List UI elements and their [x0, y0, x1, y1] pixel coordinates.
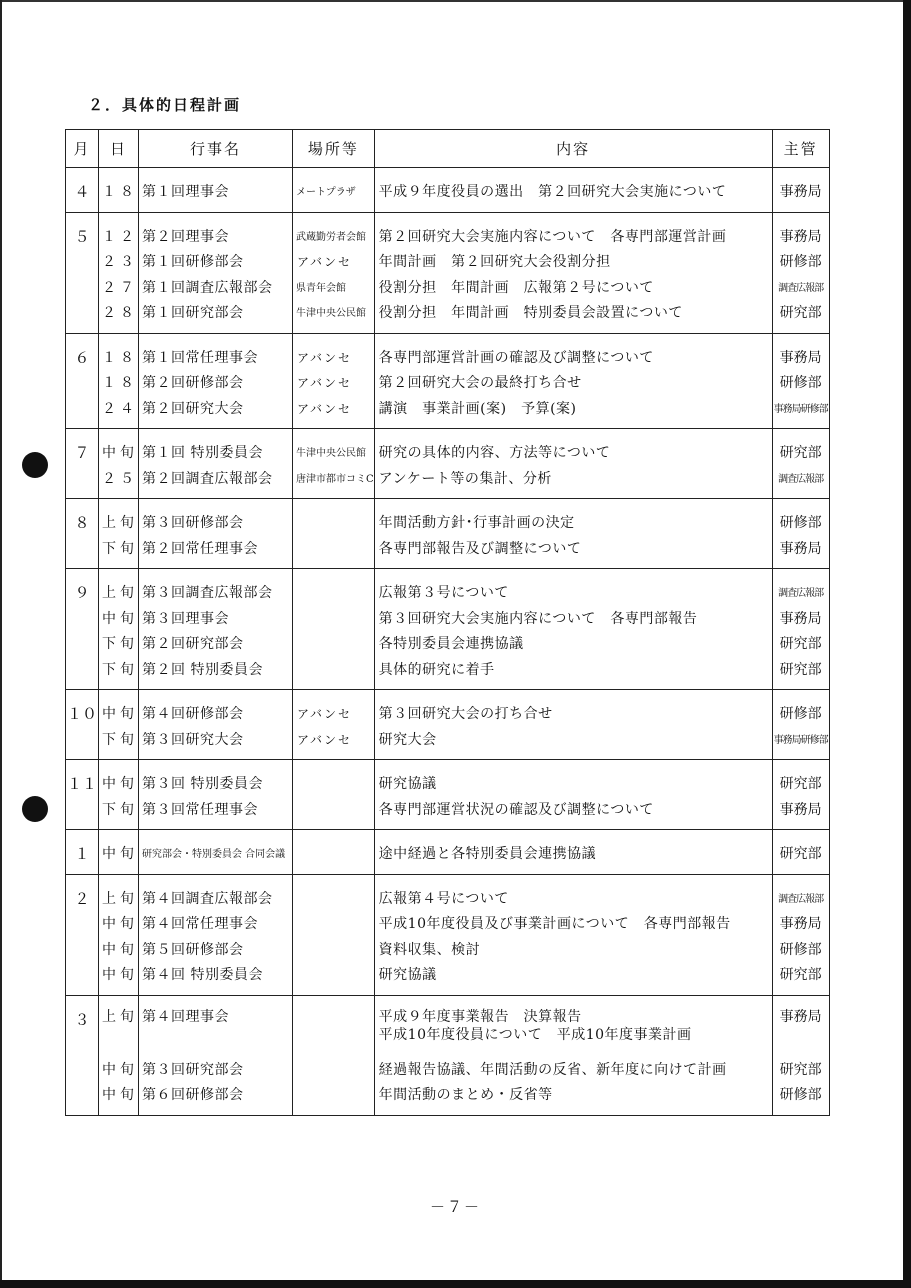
- dept-value: 事務局: [779, 540, 822, 557]
- place-value: 県青年会館: [296, 282, 346, 294]
- event-cell: [139, 690, 293, 760]
- place-value: [293, 798, 374, 824]
- table-row: [66, 874, 830, 995]
- place-value: [293, 938, 374, 964]
- content-text: 研究大会: [378, 731, 437, 748]
- event-name: 第４回理事会: [142, 1008, 229, 1025]
- day-value: 中旬: [102, 1061, 138, 1078]
- month-cell: [66, 690, 99, 760]
- day-cell: [99, 995, 139, 1115]
- day-value: 上旬: [102, 890, 138, 907]
- content-text: 役割分担 年間計画 広報第２号について: [378, 279, 654, 296]
- table-row: [66, 760, 830, 830]
- event-name: 第４回常任理事会: [142, 916, 258, 932]
- event-name: 第３回研究部会: [142, 1061, 244, 1078]
- month-value: ６: [74, 348, 90, 367]
- content-cell: [374, 995, 772, 1115]
- place-cell: [293, 830, 375, 875]
- content-spacer: [375, 1044, 772, 1058]
- day-value: 中旬: [102, 967, 138, 983]
- content-cell: [374, 874, 772, 995]
- event-cell: [139, 499, 293, 569]
- content-text: 広報第４号について: [378, 890, 509, 907]
- event-name: 第２回調査広報部会: [142, 470, 273, 487]
- punch-hole: [22, 452, 48, 478]
- dept-value: 事務局研修部: [773, 403, 828, 415]
- place-value: [293, 887, 374, 913]
- day-value: １８: [102, 349, 138, 366]
- dept-cell: [772, 690, 829, 760]
- dept-cell: [772, 168, 829, 213]
- day-cell: [99, 569, 139, 690]
- table-header-row: [66, 130, 830, 168]
- page-number: －７－: [429, 1198, 481, 1216]
- event-name: 第３回理事会: [142, 610, 229, 627]
- day-value: 上旬: [102, 585, 138, 601]
- dept-value: 事務局: [779, 610, 822, 627]
- place-value: [293, 912, 374, 938]
- day-cell: [99, 874, 139, 995]
- event-name: 第３回常任理事会: [142, 801, 258, 818]
- day-cell: [99, 499, 139, 569]
- event-name: 第２回研究大会: [142, 400, 244, 417]
- place-value: アバンセ: [297, 376, 353, 390]
- place-cell: [293, 569, 375, 690]
- dept-value: 研究部: [779, 967, 822, 983]
- month-cell: [66, 212, 99, 333]
- day-value: ２７: [102, 279, 138, 296]
- content-text: 資料収集、検討: [378, 941, 481, 958]
- month-value: １１: [66, 775, 97, 793]
- dept-cell: [772, 212, 829, 333]
- content-cell: [374, 760, 772, 830]
- day-cell: [99, 830, 139, 875]
- place-value: [293, 842, 374, 868]
- event-name: 第２回常任理事会: [142, 540, 258, 557]
- dept-value: 事務局: [779, 1008, 822, 1025]
- place-value: アバンセ: [297, 707, 353, 721]
- place-value: [293, 772, 374, 798]
- content-text: 第３回研究大会の打ち合せ: [378, 706, 553, 722]
- content-text: 経過報告協議、年間活動の反省、新年度に向けて計画: [378, 1061, 727, 1078]
- place-spacer: [293, 1026, 374, 1044]
- content-cell: [374, 212, 772, 333]
- content-text: 年間計画 第２回研究大会役割分担: [378, 254, 611, 270]
- schedule-body: [66, 168, 830, 1116]
- table-row: [66, 212, 830, 333]
- event-cell: [139, 212, 293, 333]
- event-name: 第６回研修部会: [142, 1087, 244, 1103]
- event-spacer: [139, 1026, 292, 1044]
- month-cell: [66, 569, 99, 690]
- day-value: 中旬: [102, 916, 138, 932]
- dept-value: 研究部: [779, 305, 822, 321]
- day-value: ２８: [102, 305, 138, 321]
- event-name: 第３回調査広報部会: [142, 585, 273, 601]
- event-cell: [139, 429, 293, 499]
- dept-value: 調査広報部: [778, 473, 824, 485]
- place-value: アバンセ: [297, 350, 353, 365]
- place-value: 武蔵勤労者会館: [296, 231, 366, 243]
- place-spacer: [293, 1044, 374, 1058]
- day-value: ２４: [102, 400, 138, 417]
- event-spacer: [139, 1044, 292, 1058]
- header-month: 月: [66, 130, 99, 168]
- event-name: 第５回研修部会: [142, 941, 244, 958]
- day-value: 中旬: [102, 610, 138, 627]
- content-text: 具体的研究に着手: [378, 661, 495, 678]
- dept-spacer: [773, 1044, 829, 1058]
- table-row: [66, 569, 830, 690]
- schedule-table: [65, 129, 830, 1116]
- day-cell: [99, 168, 139, 213]
- table-row: [66, 333, 830, 429]
- month-value: ８: [74, 514, 90, 532]
- dept-value: 研究部: [779, 445, 822, 461]
- dept-cell: [772, 760, 829, 830]
- place-cell: [293, 429, 375, 499]
- event-name: 第２回理事会: [142, 228, 229, 245]
- event-cell: [139, 569, 293, 690]
- dept-value: 研修部: [779, 941, 822, 958]
- month-value: ９: [74, 584, 90, 602]
- event-cell: [139, 333, 293, 429]
- content-text: 平成９年度事業報告 決算報告: [378, 1008, 582, 1025]
- place-value: メートプラザ: [296, 187, 356, 198]
- content-text: 年間活動方針･行事計画の決定: [378, 515, 575, 531]
- header-place: 場所等: [293, 130, 375, 168]
- place-cell: [293, 212, 375, 333]
- dept-value: 研修部: [779, 254, 822, 270]
- table-row: [66, 168, 830, 213]
- place-value: 牛津中央公民館: [296, 448, 366, 459]
- content-text: 各特別委員会連携協議: [378, 636, 524, 652]
- day-value: 中旬: [102, 706, 138, 722]
- day-value: 上旬: [102, 1008, 138, 1025]
- day-value: 中旬: [102, 776, 138, 792]
- content-text: 第２回研究大会実施内容について 各専門部運営計画: [378, 228, 727, 245]
- dept-cell: [772, 830, 829, 875]
- event-name: 第２回研修部会: [142, 375, 244, 391]
- event-name: 第１回研修部会: [142, 254, 244, 270]
- dept-cell: [772, 569, 829, 690]
- dept-value: 事務局: [779, 801, 822, 818]
- day-value: １８: [102, 184, 138, 200]
- content-cell: [374, 690, 772, 760]
- dept-value: 事務局研修部: [773, 734, 828, 746]
- day-cell: [99, 429, 139, 499]
- day-value: 下旬: [102, 801, 138, 818]
- day-cell: [99, 333, 139, 429]
- dept-value: 事務局: [779, 184, 822, 200]
- event-name: 研究部会・特別委員会 合同会議: [142, 849, 286, 860]
- event-name: 第１回理事会: [142, 184, 229, 200]
- day-value: 上旬: [102, 515, 138, 531]
- month-cell: [66, 333, 99, 429]
- scan-edge-right: [903, 0, 911, 1288]
- day-spacer: [99, 1026, 138, 1044]
- day-value: 中旬: [102, 846, 138, 862]
- place-value: アバンセ: [297, 732, 353, 747]
- header-dept: 主管: [772, 130, 829, 168]
- content-text: 各専門部報告及び調整について: [378, 540, 582, 557]
- scan-edge-bottom: [0, 1280, 911, 1288]
- dept-value: 調査広報部: [778, 282, 824, 294]
- place-cell: [293, 690, 375, 760]
- content-text: 研究の具体的内容、方法等について: [378, 445, 611, 461]
- content-cell: [374, 569, 772, 690]
- dept-value: 事務局: [779, 349, 822, 366]
- day-spacer: [99, 1044, 138, 1058]
- content-text: 途中経過と各特別委員会連携協議: [378, 846, 597, 862]
- day-value: １２: [102, 228, 138, 245]
- content-text: 第２回研究大会の最終打ち合せ: [378, 375, 582, 391]
- dept-cell: [772, 499, 829, 569]
- content-text: 各専門部運営状況の確認及び調整について: [378, 801, 654, 818]
- content-cell: [374, 429, 772, 499]
- place-value: 牛津中央公民館: [296, 308, 366, 319]
- event-name: 第１回研究部会: [142, 305, 244, 321]
- place-value: [293, 581, 374, 607]
- event-name: 第３回研究大会: [142, 731, 244, 748]
- dept-value: 調査広報部: [778, 588, 824, 599]
- place-value: [293, 658, 374, 684]
- place-cell: [293, 499, 375, 569]
- place-cell: [293, 333, 375, 429]
- event-name: 第３回研修部会: [142, 515, 244, 531]
- dept-value: 研究部: [779, 636, 822, 652]
- table-row: [66, 830, 830, 875]
- month-value: ３: [74, 1010, 90, 1029]
- dept-value: 研修部: [779, 375, 822, 391]
- content-text: 第３回研究大会実施内容について 各専門部報告: [378, 610, 698, 627]
- month-value: ４: [74, 183, 90, 201]
- content-text: 平成10年度役員及び事業計画について 各専門部報告: [378, 916, 731, 932]
- place-value: アバンセ: [297, 255, 353, 269]
- event-name: 第２回 特別委員会: [142, 661, 263, 678]
- content-text: 広報第３号について: [378, 585, 509, 601]
- dept-cell: [772, 429, 829, 499]
- day-value: 中旬: [102, 445, 138, 461]
- day-value: ２５: [102, 470, 138, 487]
- place-value: [293, 607, 374, 633]
- content-cell: [374, 333, 772, 429]
- content-cell: [374, 168, 772, 213]
- content-cell: [374, 499, 772, 569]
- dept-value: 研修部: [779, 515, 822, 531]
- header-event: 行事名: [139, 130, 293, 168]
- dept-value: 事務局: [779, 916, 822, 932]
- content-text: 年間活動のまとめ・反省等: [378, 1087, 553, 1103]
- dept-value: 研究部: [779, 1061, 822, 1078]
- month-value: １: [74, 845, 90, 863]
- place-value: [293, 511, 374, 537]
- event-name: 第４回 特別委員会: [142, 967, 263, 983]
- month-value: ５: [74, 227, 90, 246]
- month-cell: [66, 499, 99, 569]
- event-name: 第２回研究部会: [142, 636, 244, 652]
- scan-edge-left: [0, 0, 2, 1288]
- dept-cell: [772, 333, 829, 429]
- place-value: [293, 537, 374, 563]
- event-name: 第１回調査広報部会: [142, 279, 273, 296]
- section-heading: ２．具体的日程計画: [88, 96, 242, 114]
- dept-value: 事務局: [779, 228, 822, 245]
- place-value: [293, 1058, 374, 1084]
- day-value: １８: [102, 375, 138, 391]
- month-cell: [66, 830, 99, 875]
- scan-edge-top: [0, 0, 911, 2]
- day-cell: [99, 212, 139, 333]
- dept-value: 研修部: [779, 706, 822, 722]
- day-value: 下旬: [102, 731, 138, 748]
- month-cell: [66, 429, 99, 499]
- dept-value: 研修部: [779, 1087, 822, 1103]
- dept-value: 研究部: [779, 776, 822, 792]
- event-cell: [139, 874, 293, 995]
- content-text-2: 平成10年度役員について 平成10年度事業計画: [378, 1026, 692, 1043]
- month-cell: [66, 760, 99, 830]
- place-cell: [293, 168, 375, 213]
- event-cell: [139, 760, 293, 830]
- event-name: 第４回研修部会: [142, 706, 244, 722]
- month-value: ７: [74, 444, 90, 462]
- dept-value: 調査広報部: [778, 893, 824, 905]
- place-value: [293, 1008, 374, 1026]
- dept-value: 研究部: [779, 846, 822, 862]
- punch-hole: [22, 796, 48, 822]
- place-cell: [293, 995, 375, 1115]
- place-cell: [293, 874, 375, 995]
- day-value: 下旬: [102, 636, 138, 652]
- content-text: 研究協議: [378, 776, 437, 792]
- day-value: 下旬: [102, 661, 138, 678]
- dept-spacer: [773, 1026, 829, 1044]
- place-value: [293, 1083, 374, 1109]
- dept-cell: [772, 874, 829, 995]
- place-value: 唐津市都市コミC: [296, 473, 374, 485]
- table-row: [66, 429, 830, 499]
- day-value: 中旬: [102, 1087, 138, 1103]
- event-name: 第１回常任理事会: [142, 349, 258, 366]
- content-text: 講演 事業計画(案) 予算(案): [378, 400, 577, 417]
- event-cell: [139, 995, 293, 1115]
- event-name: 第１回 特別委員会: [142, 445, 263, 461]
- header-day: 日: [99, 130, 139, 168]
- content-text: 平成９年度役員の選出 第２回研究大会実施について: [378, 184, 727, 200]
- day-value: 中旬: [102, 941, 138, 958]
- event-name: 第３回 特別委員会: [142, 776, 263, 792]
- place-value: [293, 632, 374, 658]
- content-text: 研究協議: [378, 967, 437, 983]
- header-content: 内容: [374, 130, 772, 168]
- day-value: ２３: [102, 254, 138, 270]
- place-value: アバンセ: [297, 401, 353, 416]
- content-cell: [374, 830, 772, 875]
- content-text: アンケート等の集計、分析: [378, 470, 552, 487]
- event-name: 第４回調査広報部会: [142, 890, 273, 907]
- table-row: [66, 499, 830, 569]
- place-cell: [293, 760, 375, 830]
- month-value: ２: [74, 889, 90, 908]
- table-row: [66, 995, 830, 1115]
- content-text: 各専門部運営計画の確認及び調整について: [378, 349, 654, 366]
- month-value: １０: [66, 705, 97, 723]
- dept-cell: [772, 995, 829, 1115]
- day-value: 下旬: [102, 540, 138, 557]
- content-text: 役割分担 年間計画 特別委員会設置について: [378, 305, 683, 321]
- place-value: [293, 963, 374, 989]
- day-cell: [99, 690, 139, 760]
- event-cell: [139, 168, 293, 213]
- dept-value: 研究部: [779, 661, 822, 678]
- day-cell: [99, 760, 139, 830]
- month-cell: [66, 168, 99, 213]
- event-cell: [139, 830, 293, 875]
- table-row: [66, 690, 830, 760]
- month-cell: [66, 995, 99, 1115]
- month-cell: [66, 874, 99, 995]
